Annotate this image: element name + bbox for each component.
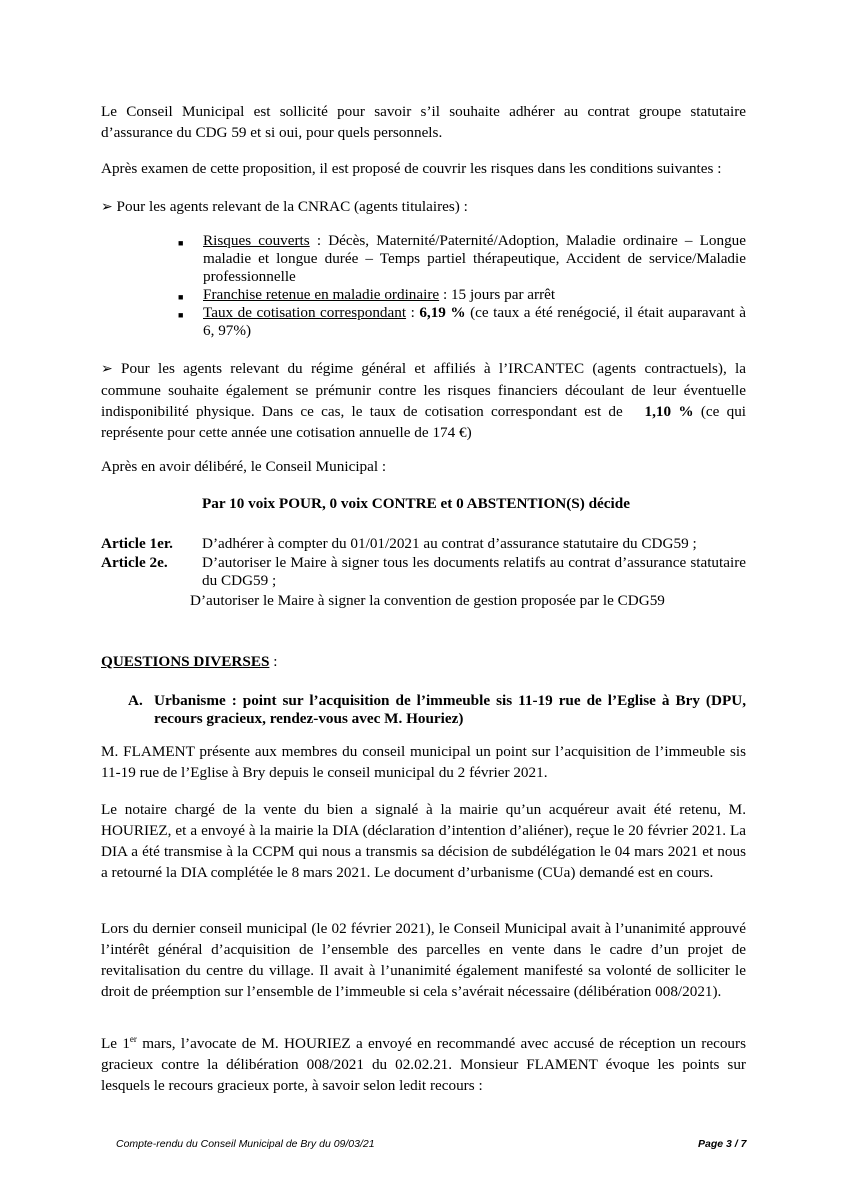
item-title: Urbanisme : point sur l’acquisition de l’immeuble sis 11-19 rue de l’Eglise à Bry (DPU, recours gracieux, rendez-vous avec M. Houriez): [154, 692, 746, 727]
arrow-icon: ➢: [101, 200, 113, 215]
cnrac-item-text: : Décès, Maternité/Paternité/Adoption, Maladie ordinaire – Longue maladie et longue durée – Temps partiel thérapeutique, Accident de service/Maladie professionnelle: [203, 232, 746, 285]
article-label: Article 1er.: [101, 535, 173, 552]
article-text: D’adhérer à compter du 01/01/2021 au contrat d’assurance statutaire du CDG59 ;: [202, 535, 697, 552]
cnrac-item-text: : 15 jours par arrêt: [439, 286, 556, 303]
square-bullet-icon: ■: [178, 292, 184, 302]
ircantec-text: Pour les agents relevant du régime général et affiliés à l’IRCANTEC (agents contractuels), la commune souhaite également se prémunir contre les risques financiers découlant de leur éventuelle indisponibilité physique. Dans ce cas, le taux de cotisation correspondant est de: [101, 360, 746, 420]
cnrac-item-risques: [203, 232, 746, 286]
item-letter: A.: [128, 692, 143, 709]
taux-value: 6,19 %: [419, 304, 466, 321]
questions-heading: [101, 653, 277, 671]
questions-heading-suffix: :: [269, 653, 278, 670]
cnrac-item-text: (ce taux a été renégocié, il était auparavant à 6, 97%): [203, 304, 747, 339]
intro-paragraph-1: Le Conseil Municipal est sollicité pour savoir s’il souhaite adhérer au contrat groupe statutaire d’assurance du CDG 59 et si oui, pour quels personnels.: [101, 103, 746, 141]
article-text: D’autoriser le Maire à signer tous les documents relatifs au contrat d’assurance statutaire du CDG59 ;: [202, 554, 746, 589]
questions-paragraph-3: Lors du dernier conseil municipal (le 02 février 2021), le Conseil Municipal avait à l’unanimité approuvé l’intérêt général d’acquisition de l’ensemble des parcelles en vente dans le cadre d’un projet de revitalisation du centre du village. Il avait à l’unanimité également manifesté sa volonté de solliciter le droit de préemption sur l’ensemble de l’immeuble si cela s’avérait nécessaire (délibération 008/2021).: [101, 920, 746, 1000]
cnrac-item-label: Risques couverts: [203, 232, 310, 249]
cnrac-item-franchise: [203, 286, 555, 304]
cnrac-item-text: :: [406, 304, 420, 321]
questions-heading-text: QUESTIONS DIVERSES: [101, 653, 270, 670]
page-number: Page 3 / 7: [698, 1138, 747, 1150]
cnrac-item-label: Taux de cotisation correspondant: [203, 304, 407, 321]
cnrac-heading-text: Pour les agents relevant de la CNRAC (agents titulaires) :: [116, 198, 468, 215]
p4-text: mars, l’avocate de M. HOURIEZ a envoyé en recommandé avec accusé de réception un recours gracieux contre la délibération 008/2021 du 02.02.21. Monsieur FLAMENT évoque les points sur lesquels le recours gracieux porte, à savoir selon ledit recours :: [101, 1035, 746, 1094]
footer-title: Compte-rendu du Conseil Municipal de Bry du 09/03/21: [116, 1138, 375, 1150]
cnrac-heading: [101, 198, 468, 216]
ircantec-text: (ce qui représente pour cette année une cotisation annuelle de 174 €): [101, 403, 747, 441]
cnrac-item-taux: [203, 304, 746, 340]
square-bullet-icon: ■: [178, 310, 184, 320]
article-label: Article 2e.: [101, 554, 168, 571]
vote-result: Par 10 voix POUR, 0 voix CONTRE et 0 ABSTENTION(S) décide: [202, 495, 630, 512]
article-extra: D’autoriser le Maire à signer la convention de gestion proposée par le CDG59: [190, 592, 665, 609]
arrow-icon: ➢: [101, 362, 113, 377]
square-bullet-icon: ■: [178, 238, 184, 248]
questions-paragraph-1: M. FLAMENT présente aux membres du conseil municipal un point sur l’acquisition de l’immeuble sis 11-19 rue de l’Eglise à Bry depuis le conseil municipal du 2 février 2021.: [101, 743, 746, 781]
p4-text: Le 1: [101, 1035, 130, 1052]
p4-superscript: er: [129, 1033, 137, 1044]
ircantec-paragraph: [101, 358, 746, 443]
cnrac-item-label: Franchise retenue en maladie ordinaire: [203, 286, 440, 303]
deliberation-lead: Après en avoir délibéré, le Conseil Municipal :: [101, 458, 387, 475]
ircantec-rate: 1,10 %: [644, 403, 694, 420]
questions-paragraph-4: [101, 1033, 746, 1096]
questions-paragraph-2: Le notaire chargé de la vente du bien a signalé à la mairie qu’un acquéreur avait été retenu, M. HOURIEZ, et a envoyé à la mairie la DIA (déclaration d’intention d’aliéner), reçue le 20 février 2021. La DIA a été transmise à la CCPM qui nous a transmis sa décision de subdélégation le 04 mars 2021 et nous a retourné la DIA complétée le 8 mars 2021. Le document d’urbanisme (CUa) demandé est en cours.: [101, 801, 746, 881]
intro-paragraph-2: Après examen de cette proposition, il est proposé de couvrir les risques dans les conditions suivantes :: [101, 160, 722, 177]
